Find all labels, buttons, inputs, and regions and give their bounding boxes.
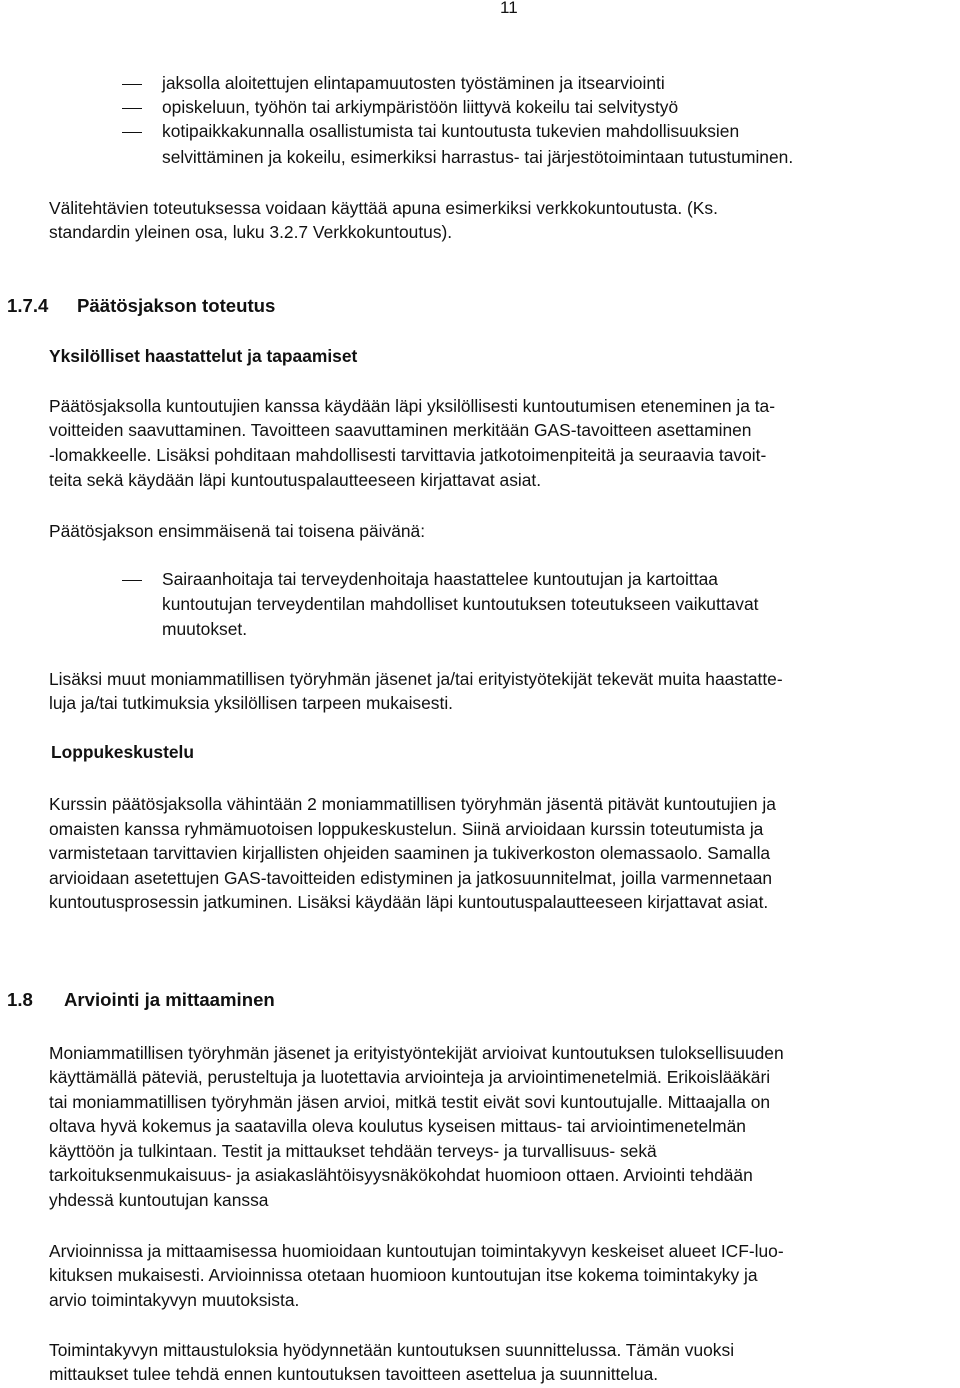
paragraph-line: varmistetaan tarvittavien kirjallisten ohjeiden saaminen ja tukiverkoston olemassaolo. Samalla [49, 843, 771, 863]
paragraph-line: Välitehtävien toteutuksessa voidaan käyttää apuna esimerkiksi verkkokuntoutusta. (Ks. [49, 198, 718, 218]
paragraph-line: käyttämällä päteviä, perusteltuja ja luotettavia arviointeja ja arviointimenetelmiä. Erikoislääkäri [49, 1067, 771, 1087]
section-title: Arviointi ja mittaaminen [64, 989, 275, 1010]
paragraph-line: omaisten kanssa ryhmämuotoisen loppukeskustelun. Siinä arvioidaan kurssin toteutumista ja [49, 819, 764, 839]
paragraph-line: oltava hyvä kokemus ja saatavilla oleva koulutus kyseisen mittaus- tai arviointimenetelmän [49, 1116, 746, 1136]
paragraph-line: -lomakkeelle. Lisäksi pohditaan mahdollisesti tarvittavia jatkotoimenpiteitä ja seuraavia tavoit- [49, 445, 767, 465]
paragraph-line: Toimintakyvyn mittaustuloksia hyödynnetään kuntoutuksen suunnittelussa. Tämän vuoksi [49, 1340, 735, 1360]
paragraph-line: arvioidaan asetettujen GAS-tavoitteiden edistyminen ja jatkosuunnitelmat, joilla varmennetaan [49, 868, 773, 888]
paragraph-line: tai moniammatillisen työryhmän jäsen arvioi, mitkä testit eivät sovi kuntoutujalle. Mittaajalla on [49, 1092, 771, 1112]
section-number: 1.8 [7, 989, 33, 1010]
subheading: Loppukeskustelu [51, 742, 195, 762]
paragraph-line: Päätösjakson ensimmäisenä tai toisena päivänä: [49, 521, 426, 541]
list-item: Sairaanhoitaja tai terveydenhoitaja haastattelee kuntoutujan ja kartoittaa [162, 569, 718, 589]
list-item-continuation: selvittäminen ja kokeilu, esimerkiksi harrastus- tai järjestötoimintaan tutustuminen. [162, 147, 794, 167]
paragraph-line: yhdessä kuntoutujan kanssa [49, 1190, 269, 1210]
paragraph-line: Moniammatillisen työryhmän jäsenet ja erityistyöntekijät arvioivat kuntoutuksen tuloksellisuuden [49, 1043, 784, 1063]
paragraph-line: käyttöön ja tulkintaan. Testit ja mittaukset tehdään terveys- ja turvallisuus- sekä [49, 1141, 657, 1161]
list-item-continuation: kuntoutujan terveydentilan mahdolliset kuntoutuksen toteutukseen vaikuttavat [162, 594, 759, 614]
list-item: kotipaikkakunnalla osallistumista tai kuntoutusta tukevien mahdollisuuksien [162, 121, 740, 141]
subheading: Yksilölliset haastattelut ja tapaamiset [49, 346, 358, 366]
paragraph-line: luja ja/tai tutkimuksia yksilöllisen tarpeen mukaisesti. [49, 693, 454, 713]
paragraph-line: Kurssin päätösjaksolla vähintään 2 moniammatillisen työryhmän jäsentä pitävät kuntoutujien ja [49, 794, 776, 814]
paragraph-line: voitteiden saavuttaminen. Tavoitteen saavuttaminen merkitään GAS-tavoitteen asettaminen [49, 420, 752, 440]
dash-bullet [122, 132, 142, 133]
dash-bullet [122, 108, 142, 109]
list-item: opiskeluun, työhön tai arkiympäristöön liittyvä kokeilu tai selvitystyö [162, 97, 679, 117]
page-number: 11 [500, 0, 518, 17]
paragraph-line: kuntoutusprosessin jatkuminen. Lisäksi käydään läpi kuntoutuspalautteeseen kirjattavat asiat. [49, 892, 769, 912]
dash-bullet [122, 580, 142, 581]
section-number: 1.7.4 [7, 295, 49, 316]
paragraph-line: kituksen mukaisesti. Arvioinnissa otetaan huomioon kuntoutujan itse kokema toimintakyky ja [49, 1265, 758, 1285]
section-title: Päätösjakson toteutus [77, 295, 276, 316]
paragraph-line: Lisäksi muut moniammatillisen työryhmän jäsenet ja/tai erityistyötekijät tekevät muita haastatte- [49, 669, 783, 689]
list-item-continuation: muutokset. [162, 619, 248, 639]
paragraph-line: mittaukset tulee tehdä ennen kuntoutuksen tavoitteen asettelua ja suunnittelua. [49, 1364, 659, 1384]
paragraph-line: standardin yleinen osa, luku 3.2.7 Verkkokuntoutus). [49, 222, 453, 242]
paragraph-line: Päätösjaksolla kuntoutujien kanssa käydään läpi yksilöllisesti kuntoutumisen eteneminen ja ta- [49, 396, 775, 416]
paragraph-line: arvio toimintakyvyn muutoksista. [49, 1290, 300, 1310]
dash-bullet [122, 84, 142, 85]
paragraph-line: tarkoituksenmukaisuus- ja asiakaslähtöisyysnäkökohdat huomioon ottaen. Arviointi tehdään [49, 1165, 753, 1185]
paragraph-line: teita sekä käydään läpi kuntoutuspalautteeseen kirjattavat asiat. [49, 470, 542, 490]
paragraph-line: Arvioinnissa ja mittaamisessa huomioidaan kuntoutujan toimintakyvyn keskeiset alueet ICF-luo- [49, 1241, 784, 1261]
list-item: jaksolla aloitettujen elintapamuutosten työstäminen ja itsearviointi [162, 73, 665, 93]
